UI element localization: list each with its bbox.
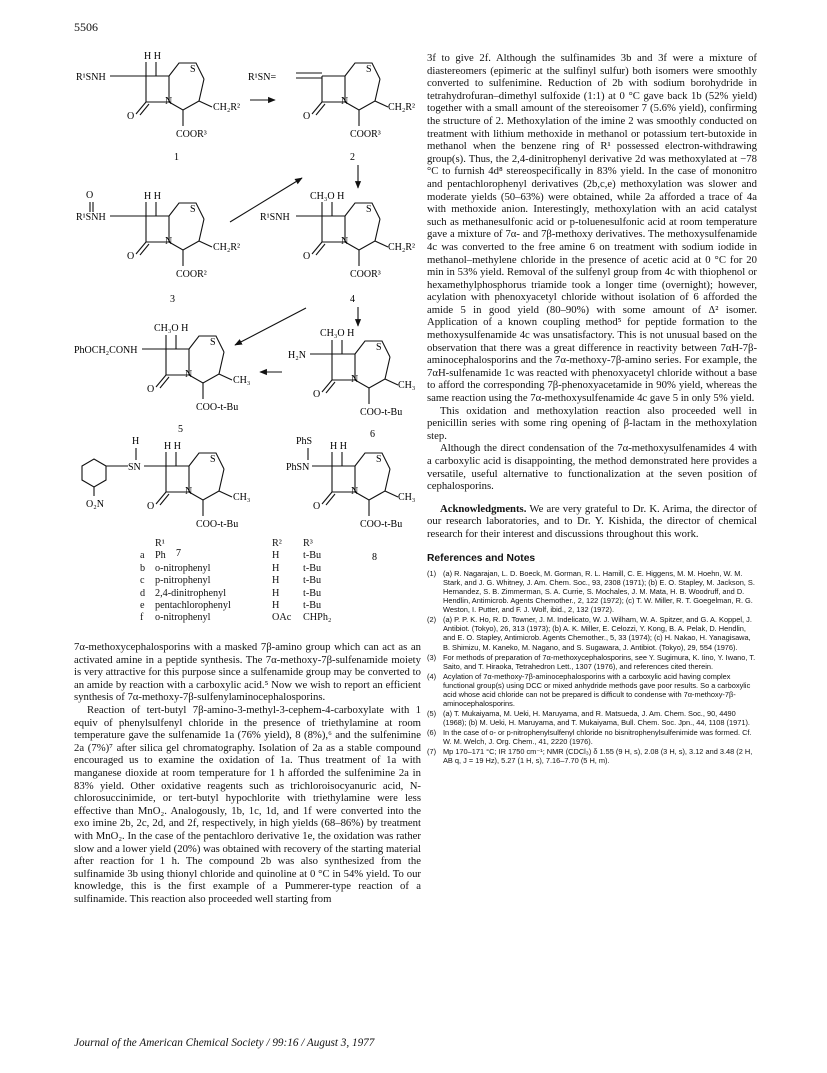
table-cell: Ph <box>155 550 166 562</box>
reference-item <box>427 709 757 727</box>
label-ch3o-h: CH₃O H <box>310 191 345 202</box>
reference-text: In the case of o- or p-nitrophenylsulfenyl chloride no bisnitrophenylsulfenimide was formed. Cf. W. M. Welch, J. Org. Chem., 41, 2220 (1976). <box>443 727 752 746</box>
reference-item <box>427 747 757 765</box>
table-cell: CHPh₂ <box>303 612 332 624</box>
right-column <box>427 52 757 766</box>
label-cootbu: COO-t-Bu <box>360 407 403 418</box>
table-cell: d <box>140 587 146 599</box>
label-s: S <box>190 64 196 75</box>
table-cell: H <box>272 550 280 562</box>
reference-number: (6) <box>427 727 437 737</box>
label-n: N <box>351 374 359 385</box>
label-r1snh: R¹SNH <box>260 212 290 223</box>
label-o: O <box>313 501 321 512</box>
label-o: O <box>303 111 311 122</box>
label-s: S <box>376 454 382 465</box>
table-cell: t-Bu <box>303 562 322 574</box>
table-cell: H <box>272 587 280 599</box>
journal-footer: Journal of the American Chemical Society / 99:16 / August 3, 1977 <box>74 1037 375 1049</box>
label-n: N <box>165 236 173 247</box>
label-coor3: COOR³ <box>350 129 381 140</box>
body-paragraph: This oxidation and methoxylation reaction also proceeded well in penicillin series with some ring opening of β-lactam in the methoxylation step. <box>427 404 757 442</box>
label-o: O <box>313 389 321 400</box>
table-cell: t-Bu <box>303 587 322 599</box>
label-s: S <box>210 454 216 465</box>
reference-item <box>427 569 757 614</box>
label-hh: H H <box>330 441 347 452</box>
reference-number: (4) <box>427 671 437 681</box>
label-r1sn: R¹SN= <box>248 72 277 83</box>
table-cell: t-Bu <box>303 600 322 612</box>
reference-number: (1) <box>427 569 437 579</box>
label-ch2r2: CH₂R² <box>388 102 416 113</box>
label-h: H <box>132 436 140 447</box>
label-coor2: COOR² <box>176 269 207 280</box>
compound-5-number: 5 <box>178 424 183 435</box>
label-hh: H H <box>164 441 181 452</box>
table-cell: pentachlorophenyl <box>155 600 231 612</box>
label-n: N <box>185 486 193 497</box>
body-paragraph: Reaction of tert-butyl 7β-amino-3-methyl-3-cephem-4-carboxylate with 1 equiv of phenylsulfenyl chloride in the presence of triethylamine at room temperature gave the sulfenamide 1a (76% yield), 8 (8%),⁶ and the sulfenimine 2a (7%)⁷ after silica gel chromatography. Isolation of 2a as a stable compound encouraged us to examine the oxidation of 1a. Thus treatment of 1a with manganese dioxide at room temperature for 1 h afforded the sulfenimine 2a in 83% yield. Other oxidative reagents such as trichloroisocyanuric acid, N-chlorosuccinimide, or tert-butyl hypochlorite with triethylamine were less effective than MnO₂. Analogously, 1b, 1c, 1d, and 1f were converted into the exo imine 2b, 2c, 2d, and 2f, respectively, in high yields (68–86%) by treatment with MnO₂. In the case of the pentachloro derivative 1e, the oxidation was rather slow and a lower yield (20%) was obtained with recovery of the starting material after reaction for 1 h. The compound 2b was also synthesized from the sulfinamide 3b using thionyl chloride and quinoline at 0 °C in 54% yield. To our knowledge, this is the first example of a Pummerer-type reaction of a sulfinamide. This reaction also proceeded well starting from <box>74 703 421 905</box>
label-n: N <box>341 96 349 107</box>
compound-3-structure <box>76 190 240 305</box>
label-o2n: O₂N <box>86 499 104 510</box>
label-ch3o-h: CH₃O H <box>320 328 355 339</box>
table-row <box>140 550 334 562</box>
reference-item <box>427 653 757 671</box>
compound-8-number: 8 <box>372 552 377 563</box>
compound-3-number: 3 <box>170 294 175 305</box>
label-r1snh: R¹SNH <box>76 212 106 223</box>
compound-1-structure <box>76 51 240 163</box>
label-n: N <box>165 96 173 107</box>
reference-number: (3) <box>427 652 437 662</box>
label-o: O <box>147 384 155 395</box>
compound-1-number: 1 <box>174 152 179 163</box>
label-cootbu: COO-t-Bu <box>360 519 403 530</box>
label-ch2r2: CH₂R² <box>388 242 416 253</box>
table-cell: H <box>272 575 280 587</box>
table-cell: e <box>140 600 145 612</box>
label-hh: H H <box>144 51 161 62</box>
label-cootbu: COO-t-Bu <box>196 402 239 413</box>
reference-number: (5) <box>427 708 437 718</box>
reference-text: Acylation of 7α-methoxy-7β-aminocephalosporins with a carboxylic acid having complex functional group(s) using DCC or mixed anhydride methods gave poor results. So a carboxylic acid whose acid chloride can not be prepared is difficult to condense with 7α-methoxy-7β-aminocephalosporins. <box>443 671 751 708</box>
table-cell: R³ <box>303 538 313 549</box>
compound-7-number: 7 <box>176 548 181 559</box>
table-row <box>140 612 334 624</box>
label-o: O <box>127 111 135 122</box>
table-cell: R¹ <box>155 538 165 549</box>
label-s: S <box>376 342 382 353</box>
label-ch3: CH₃ <box>398 492 416 503</box>
page-number: 5506 <box>74 20 98 34</box>
acknowledgments <box>427 503 757 541</box>
body-paragraph: Although the direct condensation of the 7α-methoxysulfenamides 4 with a carboxylic acid is disappointing, the method demonstrated here provides a versatile, useful alternative to functionalization at the seven position of cephalosporins. <box>427 442 757 493</box>
compound-2-number: 2 <box>350 152 355 163</box>
table-row <box>140 600 334 612</box>
table-cell: p-nitrophenyl <box>155 575 211 587</box>
table-cell: o-nitrophenyl <box>155 612 211 624</box>
references-list <box>427 569 757 765</box>
substituent-table <box>140 538 334 625</box>
label-ch3: CH₃ <box>398 380 416 391</box>
label-s: S <box>190 204 196 215</box>
label-n: N <box>341 236 349 247</box>
table-cell: H <box>272 562 280 574</box>
label-n: N <box>351 486 359 497</box>
table-cell: t-Bu <box>303 575 322 587</box>
reference-number: (7) <box>427 747 437 757</box>
label-o: O <box>86 190 94 201</box>
label-s: S <box>366 64 372 75</box>
table-cell: OAc <box>272 612 292 624</box>
table-row <box>140 588 334 600</box>
body-paragraph: 3f to give 2f. Although the sulfinamides 3b and 3f were a mixture of diastereomers (epimeric at the sulfinyl sulfur) both isomers were smoothly converted to sulfenimine. Reduction of 2b with sodium borohydride in tetrahydrofuran–dimethyl sulfoxide (1:1) at 0 °C gave back 1b (52% yield) together with a small amount of the stereoisomer 7 (5.6% yield), confirming the structure of 2. Methoxylation of the imine 2 was smoothly conducted on treatment with lithium methoxide in methanol or potassium tert-butoxide in methanol when the benzene ring of R¹ possessed electron-withdrawing group(s). Thus, the 2,4-dinitrophenyl derivative 2d was methoxylated at −78 °C to furnish 4d⁸ stereospecifically in 83% yield. In the case of mononitro and pentachlorophenyl derivatives (2b,c,e) methoxylation was slower and moderate yields (50–63%) were obtained, while 2a afforded a trace of 4a with methoxide anion. Interestingly, methoxylation with an acid catalyst such as methanesulfonic acid or p-toluenesulfonic acid at room temperature gave a mixture of 7α- and 7β-methoxy derivatives. The methoxysulfenamide 4c was converted to the free amine 6 on treatment with sodium iodide in methanol–methylene chloride in the presence of acetic acid at 0 °C for 20 min in 53% yield. Removal of the sulfenyl group from 4c with thiophenol or hexamethylphosphorus triamide took a longer time (overnight); however, acylation with phenoxyacetyl chloride without isolation of 6 afforded the amide 5 in good yield (80–90%) with some amount of Δ² isomer. Application of a known coupling method⁵ for peptide formation to the methoxysulfenamide 4c was unsatisfactory. This is not unusual based on the observation that there was a great difference in reactivity between 7αH-7β-aminocephalosporins and the 7α-methoxy-7β-amino series. For example, the 7αH-sulfenamide 1c was reacted with phenoxyacetyl chloride without a base to afford the corresponding 7β-phenoxyacetamide in 90% yield, whereas the same reaction using the 7α-methoxysulfenamide 4c gave 5 in only 5% yield. <box>427 52 757 405</box>
table-cell: t-Bu <box>303 550 322 562</box>
label-o: O <box>127 251 135 262</box>
compound-6-structure <box>288 328 415 440</box>
label-coor3: COOR³ <box>350 269 381 280</box>
table-cell: f <box>140 612 144 624</box>
table-cell: b <box>140 562 146 574</box>
table-cell: H <box>272 600 280 612</box>
label-o: O <box>147 501 155 512</box>
left-column <box>74 641 421 905</box>
compound-4-structure <box>260 191 415 305</box>
label-s: S <box>210 337 216 348</box>
label-o: O <box>303 251 311 262</box>
reference-text: (a) P. P. K. Ho, R. D. Towner, J. M. Indelicato, W. J. Wilham, W. A. Spitzer, and G. A. Koppel, J. Antibiot. (Tokyo), 26, 313 (1973); (b) A. K. Miller, E. Celozzi, Y. Kong, B. A. Pelak, D. Hendlin, and E. O. Stapley, Antimicrob. Agents Chemother., 5, 33 (1974); (c) H. Nakao, H. Yanagisawa, B. Shimizu, M. Kaneko, M. Nagano, and S. Sugawara, J. Antibiot. (Tokyo), 29, 554 (1976). <box>443 615 752 652</box>
table-row <box>140 563 334 575</box>
label-sn: SN <box>128 462 141 473</box>
body-paragraph: 7α-methoxycephalosporins with a masked 7β-amino group which can act as an activated amine in a peptide synthesis. The 7α-methoxy-7β-sulfenamide moiety is very attractive for this purpose since a sulfenamide group may be converted to an amide by reaction with a carboxylic acid.⁵ Now we wish to report an efficient synthesis of 7α-methoxy-7β-sulfenylaminocephalosporins. <box>74 641 421 704</box>
compound-6-number: 6 <box>370 429 375 440</box>
reference-text: (a) R. Nagarajan, L. D. Boeck, M. Gorman, R. L. Hamill, C. E. Higgens, M. M. Hoehn, W. M. Stark, and J. G. Whitney, J. Am. Chem. Soc., 93, 2308 (1971); (b) E. O. Stapley, M. Jackson, S. Hernandez, S. B. Zimmerman, S. A. Currie, S. Mochales, J. M. Mata, H. B. Woodruff, and D. Hendlin, Antimicrob. Agents Chemother., 2, 122 (1972); (c) T. W. Miller, R. T. Goegelman, R. G. Weston, I. Putter, and F. J. Wolf, ibid., 2, 132 (1972). <box>443 569 755 615</box>
acknowledgments-text: We are very grateful to Dr. K. Arima, the director of our research laboratories, and to Dr. Y. Kishida, the director of chemical research for their interest and discussions throughout this work. <box>427 502 757 540</box>
label-ch3o-h: CH₃O H <box>154 323 189 334</box>
compound-4-number: 4 <box>350 294 355 305</box>
label-h2n: H₂N <box>288 350 306 361</box>
label-phs: PhS <box>296 436 313 447</box>
label-r1snh: R¹SNH <box>76 72 106 83</box>
label-ch3: CH₃ <box>233 492 251 503</box>
reference-text: (a) T. Mukaiyama, M. Ueki, H. Maruyama, and R. Matsueda, J. Am. Chem. Soc., 90, 4490 (1968); (b) M. Ueki, H. Maruyama, and T. Mukaiyama, Bull. Chem. Soc. Jpn., 44, 1108 (1971). <box>443 708 750 727</box>
references-heading: References and Notes <box>427 552 536 564</box>
reference-item <box>427 728 757 746</box>
label-ch2r2: CH₂R² <box>213 102 241 113</box>
table-cell: c <box>140 575 145 587</box>
table-header-row <box>140 538 334 550</box>
label-coor3: COOR³ <box>176 129 207 140</box>
table-cell <box>140 538 155 550</box>
table-cell: a <box>140 550 145 562</box>
table-cell: 2,4-dinitrophenyl <box>155 587 227 599</box>
label-n: N <box>185 369 193 380</box>
table-cell: R² <box>272 538 282 549</box>
label-s: S <box>366 204 372 215</box>
reference-text: For methods of preparation of 7α-methoxycephalosporins, see Y. Sugimura, K. Iino, Y. Iwano, T. Saito, and T. Hiraoka, Tetrahedron Lett., 1307 (1976), and references cited therein. <box>443 652 756 671</box>
label-hh: H H <box>144 191 161 202</box>
reference-item <box>427 672 757 708</box>
label-phsn: PhSN <box>286 462 310 473</box>
label-ch2r2: CH₂R² <box>213 242 241 253</box>
label-phoch2conh: PhOCH₂CONH <box>74 345 138 356</box>
arrow-4-to-5 <box>235 308 306 345</box>
table-cell: o-nitrophenyl <box>155 562 211 574</box>
compound-2-structure <box>248 63 415 163</box>
reference-text: Mp 170–171 °C; IR 1750 cm⁻¹; NMR (CDCl₃) δ 1.55 (9 H, s), 2.08 (3 H, s), 3.12 and 3.48 (2 H, AB q, J = 19 Hz), 5.27 (1 H, s), 7.16–7.70 (5 H, m). <box>443 747 753 766</box>
reference-item <box>427 615 757 651</box>
compound-5-structure <box>74 323 250 435</box>
label-cootbu: COO-t-Bu <box>196 519 239 530</box>
reference-number: (2) <box>427 615 437 625</box>
label-ch3: CH₃ <box>233 375 251 386</box>
acknowledgments-label: Acknowledgments. <box>440 502 527 515</box>
table-row <box>140 575 334 587</box>
